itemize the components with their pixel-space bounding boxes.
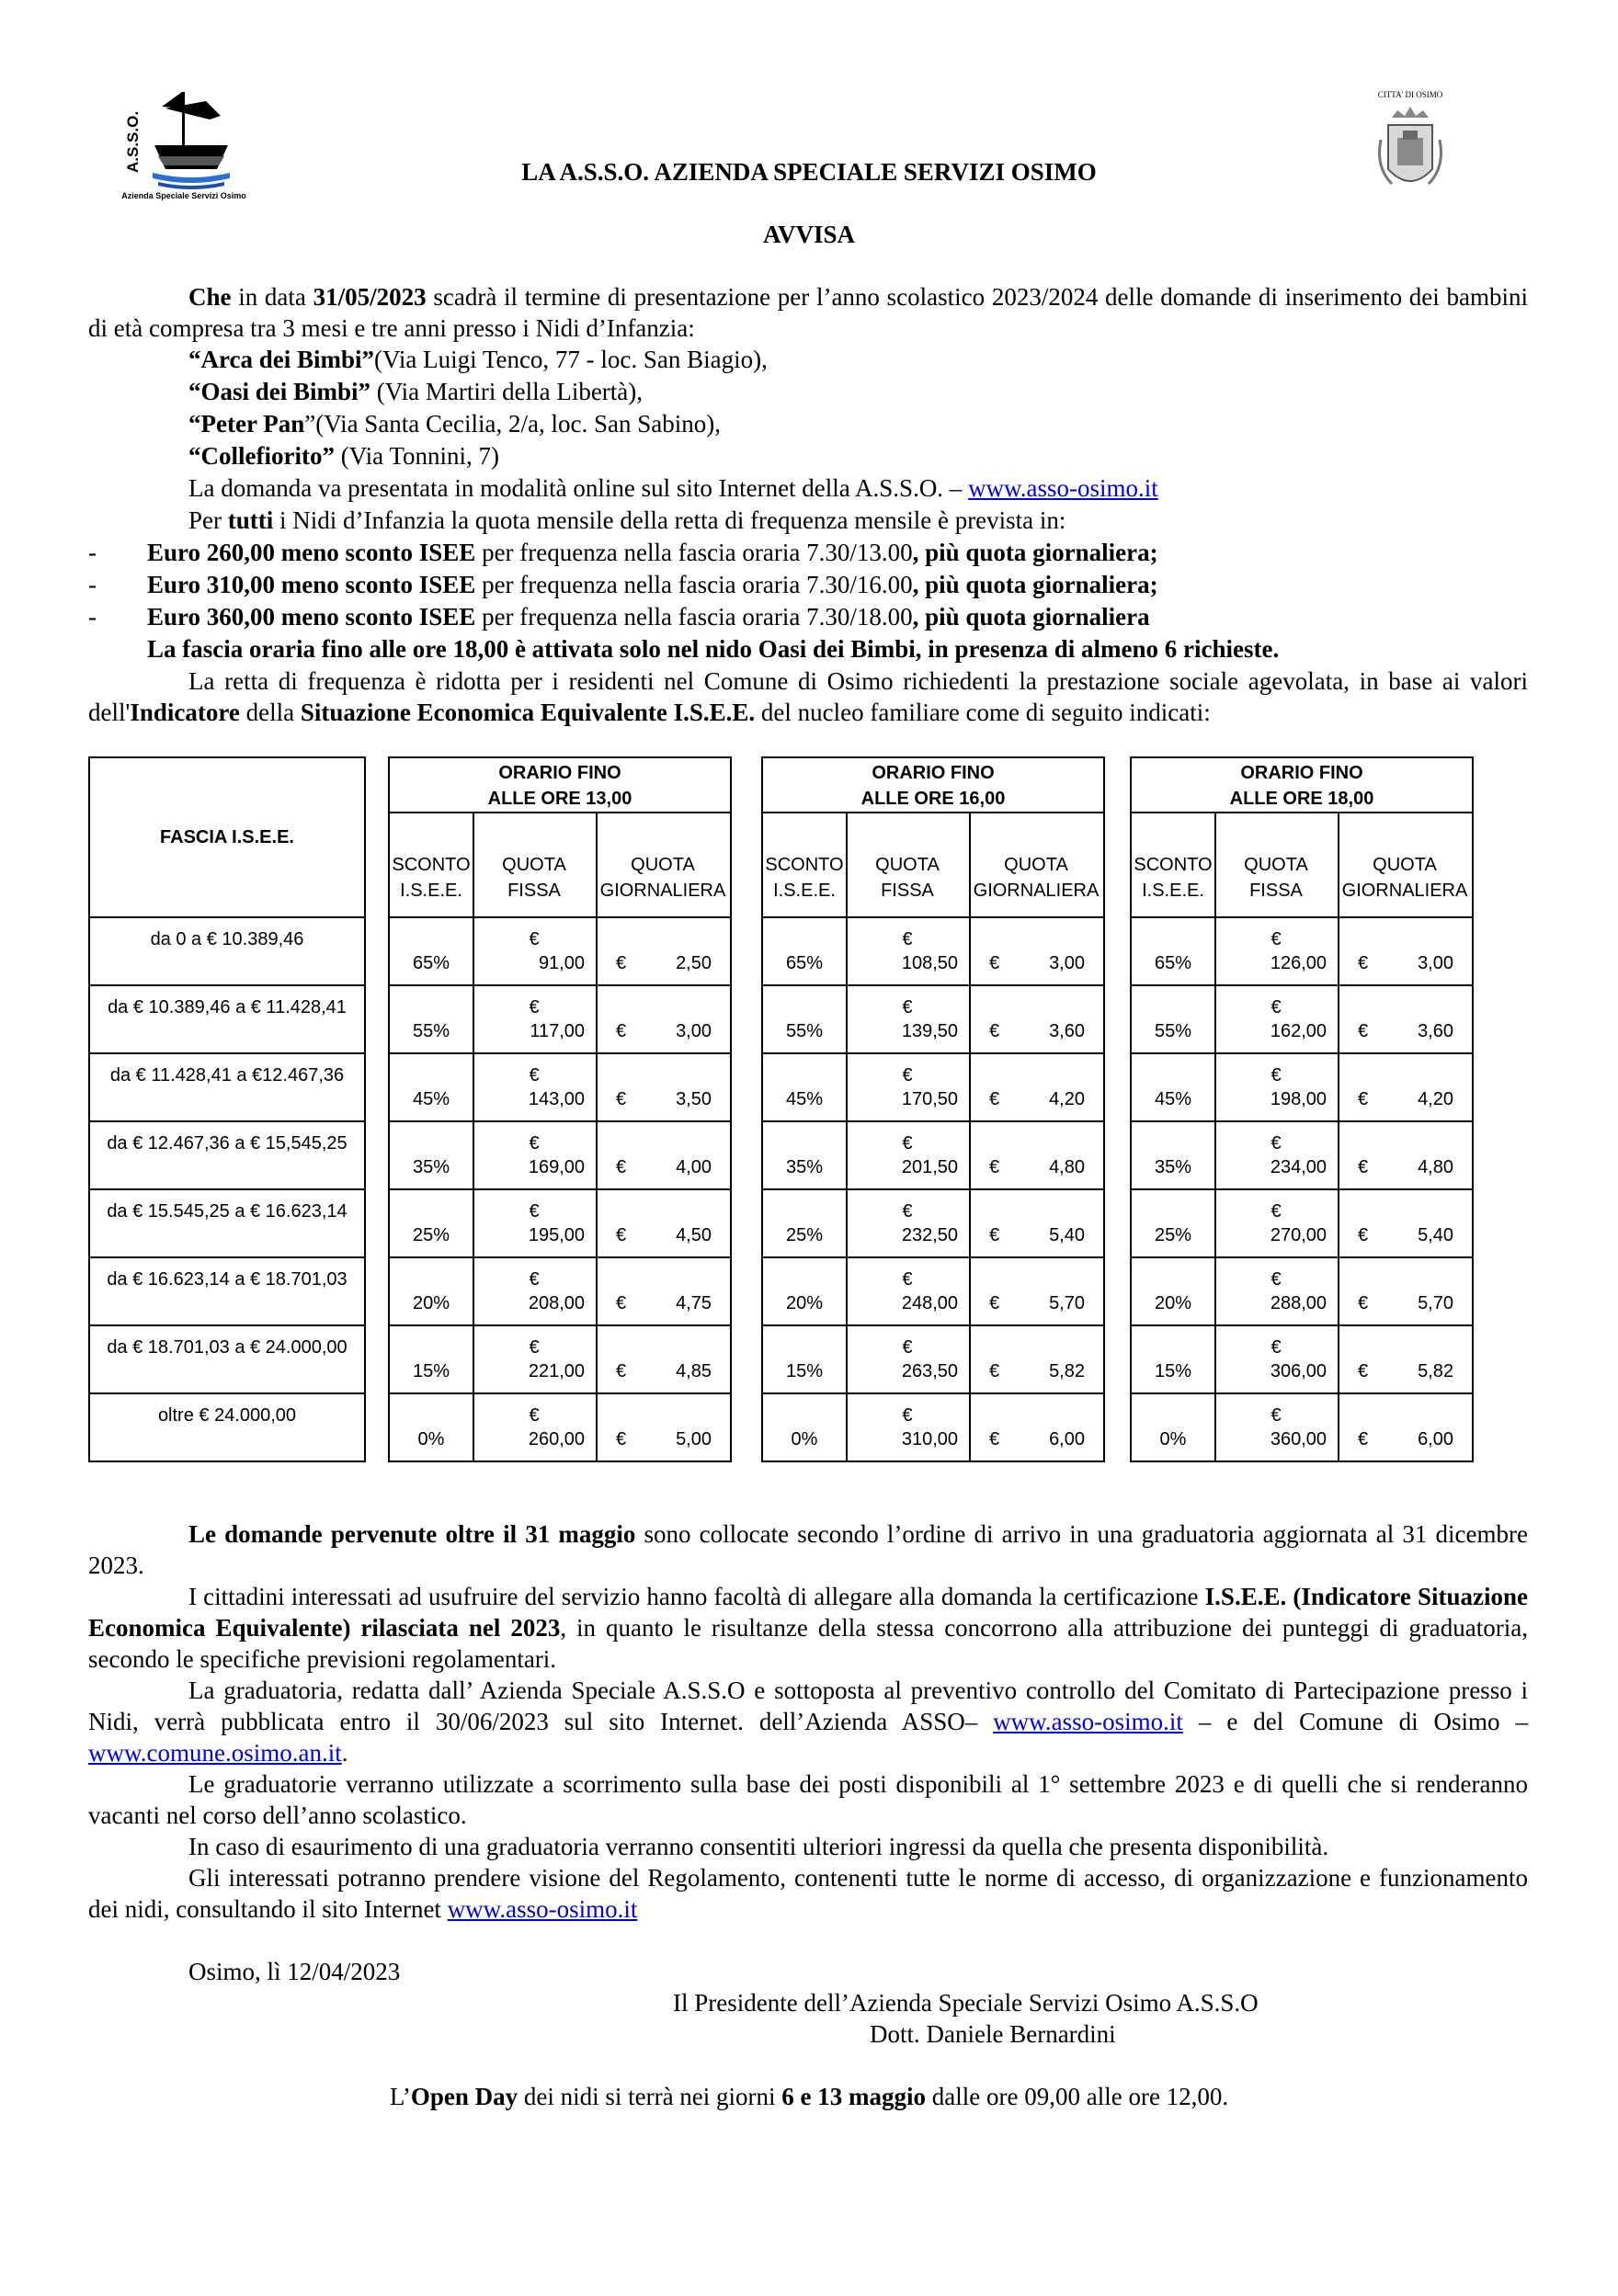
sconto-value: 25% (412, 1225, 450, 1245)
euro-sign: € (616, 953, 627, 973)
asso-website-link[interactable]: www.asso-osimo.it (447, 1895, 638, 1923)
sconto-value: 45% (1154, 1089, 1192, 1109)
euro-sign: € (989, 1429, 1000, 1449)
date-line: Osimo, lì 12/04/2023 (188, 1958, 401, 1985)
quota-fissa-value: 234,00 (1270, 1157, 1327, 1177)
asso-website-link[interactable]: www.asso-osimo.it (993, 1708, 1183, 1735)
euro-sign: € (1270, 1405, 1282, 1426)
euro-sign: € (616, 1021, 627, 1041)
quota-giornaliera-value: 5,00 (676, 1429, 712, 1449)
euro-sign: € (616, 1157, 627, 1177)
open-day-line: L’Open Day dei nidi si terrà nei giorni 6 e 13 maggio dalle ore 09,00 alle ore 12,00. (389, 2083, 1229, 2110)
row-divider (763, 916, 1103, 918)
column-header-line: QUOTA (1373, 855, 1437, 875)
quota-fissa-value: 248,00 (901, 1293, 958, 1313)
euro-sign: € (616, 1089, 627, 1109)
row-divider (1132, 1324, 1472, 1326)
nido-arca: “Arca dei Bimbi”(Via Luigi Tenco, 77 - loc. San Biagio), (188, 346, 768, 373)
euro-sign: € (902, 1405, 913, 1426)
sconto-value: 65% (785, 953, 824, 973)
fascia-label: da € 12.467,36 a € 15,545,25 (107, 1133, 348, 1154)
sconto-value: 20% (1154, 1293, 1192, 1313)
euro-sign: € (1358, 1429, 1369, 1449)
quota-giornaliera-value: 2,50 (676, 953, 712, 973)
orario-header (390, 760, 730, 812)
regolamento-paragraph: Gli interessati potranno prendere visione del Regolamento, contenenti tutte le norme di accesso, di organizzazione e funzionamento dei nidi, consultando il sito Internet www.asso-osimo.it (88, 1864, 1528, 1923)
online-application-line: La domanda va presentata in modalità online sul sito Internet della A.S.S.O. – www.asso-osimo.it (188, 474, 1158, 502)
quota-giornaliera-value: 4,20 (1418, 1089, 1453, 1109)
column-header-line: FISSA (507, 881, 561, 901)
sconto-value: 20% (412, 1293, 450, 1313)
crest-caption: CITTA' DI OSIMO (1377, 90, 1443, 99)
header-divider (390, 812, 730, 813)
euro-sign: € (1358, 1225, 1369, 1245)
quota-giornaliera-value: 6,00 (1049, 1429, 1085, 1449)
orario-header (1132, 760, 1472, 812)
orario-line: ALLE ORE 13,00 (487, 789, 632, 809)
euro-sign: € (529, 997, 540, 1017)
quota-fissa-value: 91,00 (538, 953, 585, 973)
fascia-label: da € 10.389,46 a € 11.428,41 (108, 997, 347, 1017)
euro-sign: € (1270, 929, 1282, 949)
column-header-line: SCONTO (1134, 855, 1213, 875)
row-divider (1132, 1188, 1472, 1190)
euro-sign: € (529, 1065, 540, 1085)
sconto-value: 35% (1154, 1157, 1192, 1177)
euro-sign: € (1270, 1269, 1282, 1290)
euro-sign: € (1270, 997, 1282, 1017)
column-header (846, 852, 969, 904)
nido-collefiorito: “Collefiorito” (Via Tonnini, 7) (188, 442, 499, 470)
quota-fissa-value: 126,00 (1270, 953, 1327, 973)
fascia-label: da € 18.701,03 a € 24.000,00 (107, 1337, 348, 1358)
euro-sign: € (1358, 1089, 1369, 1109)
sconto-value: 15% (412, 1361, 450, 1381)
quota-fissa-value: 288,00 (1270, 1293, 1327, 1313)
logo-letters: A.S.S.O. (124, 110, 142, 173)
osimo-crest (1364, 85, 1456, 213)
quota-giornaliera-value: 5,70 (1049, 1293, 1085, 1313)
fascia-label: da € 11.428,41 a €12.467,36 (109, 1065, 345, 1085)
sconto-value: 35% (412, 1157, 450, 1177)
euro-sign: € (989, 1021, 1000, 1041)
quota-giornaliera-value: 5,70 (1418, 1293, 1453, 1313)
quota-fissa-value: 198,00 (1270, 1089, 1327, 1109)
row-divider (390, 984, 730, 986)
isee-certification-paragraph: I cittadini interessati ad usufruire del servizio hanno facoltà di allegare alla domanda la certificazione I.S.E.E. (Indicatore Situazione Economica Equivalente) rilasciata nel 2023, in quanto le risultanze della stessa concorrono alla attribuzione dei punteggi di graduatoria, secondo le specifiche previsioni regolamentari. (88, 1583, 1529, 1673)
euro-sign: € (1270, 1065, 1282, 1085)
price-table (388, 756, 732, 1462)
nido-oasi: “Oasi dei Bimbi” (Via Martiri della Libertà), (188, 378, 644, 405)
quota-giornaliera-value: 3,00 (1418, 953, 1453, 973)
quota-fissa-value: 221,00 (528, 1361, 585, 1381)
quota-giornaliera-value: 3,60 (1049, 1021, 1085, 1041)
row-divider (90, 1324, 364, 1326)
sconto-value: 20% (785, 1293, 824, 1313)
fascia-note: La fascia oraria fino alle ore 18,00 è attivata solo nel nido Oasi dei Bimbi, in presenza di almeno 6 richieste. (147, 635, 1280, 663)
row-divider (763, 1256, 1103, 1258)
bullet-item: - Euro 260,00 meno sconto ISEE per frequenza nella fascia oraria 7.30/13.00, più quota giornaliera; (88, 539, 1158, 566)
price-table (761, 756, 1105, 1462)
row-divider (90, 1188, 364, 1190)
row-divider (390, 1256, 730, 1258)
row-divider (763, 1392, 1103, 1394)
fascia-label: da € 16.623,14 a € 18.701,03 (107, 1269, 348, 1290)
asso-logo (118, 81, 256, 210)
quota-fissa-value: 170,50 (901, 1089, 958, 1109)
graduatoria-paragraph: La graduatoria, redatta dall’ Azienda Speciale A.S.S.O e sottoposta al preventivo controllo del Comitato di Partecipazione presso i Nidi, verrà pubblicata entro il 30/06/2023 sul sito Internet. dell’Azienda ASSO– www.asso-osimo.it – e del Comune di Osimo – www.comune.osimo.an.it. (88, 1677, 1528, 1767)
quota-fissa-value: 263,50 (901, 1361, 958, 1381)
retta-paragraph: La retta di frequenza è ridotta per i residenti nel Comune di Osimo richiedenti la prestazione sociale agevolata, in base ai valori dell'Indicatore della Situazione Economica Equivalente I.S.E.E. del nucleo familiare come di seguito indicati: (88, 667, 1528, 726)
quota-giornaliera-value: 3,00 (1049, 953, 1085, 973)
sconto-value: 0% (1159, 1429, 1187, 1449)
row-divider (1132, 916, 1472, 918)
quota-giornaliera-value: 3,50 (676, 1089, 712, 1109)
quota-fissa-value: 201,50 (901, 1157, 958, 1177)
row-divider (1132, 1392, 1472, 1394)
euro-sign: € (529, 1133, 540, 1154)
column-header (473, 852, 596, 904)
sconto-value: 65% (412, 953, 450, 973)
quota-fissa-value: 143,00 (528, 1089, 585, 1109)
quota-giornaliera-value: 5,82 (1049, 1361, 1085, 1381)
orario-line: ORARIO FINO (1240, 763, 1363, 783)
column-header (969, 852, 1103, 904)
row-divider (90, 1052, 364, 1054)
row-divider (763, 1188, 1103, 1190)
row-divider (1132, 1120, 1472, 1122)
column-header-line: QUOTA (1004, 855, 1068, 875)
row-divider (390, 1392, 730, 1394)
sconto-value: 55% (785, 1021, 824, 1041)
euro-sign: € (902, 1065, 913, 1085)
quota-fissa-value: 270,00 (1270, 1225, 1327, 1245)
sconto-value: 35% (785, 1157, 824, 1177)
quota-fissa-value: 306,00 (1270, 1361, 1327, 1381)
quota-fissa-value: 108,50 (901, 953, 958, 973)
quota-giornaliera-value: 4,80 (1049, 1157, 1085, 1177)
row-divider (90, 1256, 364, 1258)
column-header-line: QUOTA (631, 855, 695, 875)
intro-paragraph: Che in data 31/05/2023 scadrà il termine di presentazione per l’anno scolastico 2023/2024 delle domande di inserimento dei bambini di età compresa tra 3 mesi e tre anni presso i Nidi d’Infanzia: (88, 283, 1528, 342)
quota-giornaliera-value: 5,40 (1049, 1225, 1085, 1245)
fascia-label: da 0 a € 10.389,46 (150, 929, 304, 949)
column-header-line: FISSA (881, 881, 934, 901)
euro-sign: € (989, 953, 1000, 973)
late-applications-paragraph: Le domande pervenute oltre il 31 maggio sono collocate secondo l’ordine di arrivo in una graduatoria aggiornata al 31 dicembre 2023. (88, 1520, 1528, 1579)
euro-sign: € (1270, 1133, 1282, 1154)
row-divider (1132, 1052, 1472, 1054)
sconto-value: 0% (417, 1429, 445, 1449)
euro-sign: € (616, 1293, 627, 1313)
column-header-line: GIORNALIERA (599, 881, 726, 901)
row-divider (763, 1052, 1103, 1054)
row-divider (90, 984, 364, 986)
row-divider (1132, 1256, 1472, 1258)
euro-sign: € (529, 929, 540, 949)
euro-sign: € (616, 1361, 627, 1381)
row-divider (1132, 984, 1472, 986)
logo-caption: Azienda Speciale Servizi Osimo (121, 191, 246, 200)
fascia-label: oltre € 24.000,00 (157, 1405, 297, 1426)
quota-giornaliera-value: 4,20 (1049, 1089, 1085, 1109)
bullet-item: - Euro 360,00 meno sconto ISEE per frequenza nella fascia oraria 7.30/18.00, più quota giornaliera (88, 603, 1150, 631)
signature-name: Dott. Daniele Bernardini (870, 2020, 1116, 2048)
quota-giornaliera-value: 4,50 (676, 1225, 712, 1245)
column-header-line: QUOTA (875, 855, 940, 875)
column-header (596, 852, 730, 904)
euro-sign: € (989, 1157, 1000, 1177)
sconto-value: 25% (1154, 1225, 1192, 1245)
row-divider (763, 1324, 1103, 1326)
orario-header (763, 760, 1103, 812)
quota-fissa-value: 139,50 (901, 1021, 958, 1041)
row-divider (390, 1188, 730, 1190)
quota-giornaliera-value: 4,00 (676, 1157, 712, 1177)
euro-sign: € (902, 1337, 913, 1358)
euro-sign: € (1358, 1157, 1369, 1177)
column-header-line: SCONTO (392, 855, 471, 875)
euro-sign: € (989, 1293, 1000, 1313)
euro-sign: € (902, 997, 913, 1017)
euro-sign: € (1358, 953, 1369, 973)
column-header-line: GIORNALIERA (973, 881, 1100, 901)
price-table (1130, 756, 1474, 1462)
column-header-line: FISSA (1249, 881, 1303, 901)
row-divider (390, 1120, 730, 1122)
quota-fissa-value: 260,00 (528, 1429, 585, 1449)
euro-sign: € (529, 1405, 540, 1426)
column-header-line: I.S.E.E. (1142, 881, 1204, 901)
quota-giornaliera-value: 4,80 (1418, 1157, 1453, 1177)
quota-fissa-value: 169,00 (528, 1157, 585, 1177)
orario-line: ORARIO FINO (872, 763, 995, 783)
quota-fissa-value: 162,00 (1270, 1021, 1327, 1041)
row-divider (763, 984, 1103, 986)
header-divider (1132, 812, 1472, 813)
comune-website-link[interactable]: www.comune.osimo.an.it (88, 1739, 342, 1767)
euro-sign: € (616, 1225, 627, 1245)
column-header (763, 852, 846, 904)
column-header (1214, 852, 1338, 904)
row-divider (90, 1392, 364, 1394)
euro-sign: € (616, 1429, 627, 1449)
column-header-line: QUOTA (1244, 855, 1308, 875)
quota-giornaliera-value: 4,85 (676, 1361, 712, 1381)
euro-sign: € (902, 929, 913, 949)
column-header (390, 852, 473, 904)
quota-fissa-value: 310,00 (901, 1429, 958, 1449)
row-divider (390, 1324, 730, 1326)
sconto-value: 55% (1154, 1021, 1192, 1041)
column-header-line: SCONTO (765, 855, 844, 875)
sconto-value: 0% (791, 1429, 818, 1449)
column-header-line: GIORNALIERA (1341, 881, 1468, 901)
euro-sign: € (902, 1269, 913, 1290)
avvisa-heading: AVVISA (762, 221, 856, 248)
sconto-value: 65% (1154, 953, 1192, 973)
quota-giornaliera-value: 6,00 (1418, 1429, 1453, 1449)
row-divider (390, 916, 730, 918)
quota-fissa-value: 117,00 (530, 1021, 585, 1041)
euro-sign: € (1358, 1293, 1369, 1313)
quota-giornaliera-value: 4,75 (676, 1293, 712, 1313)
euro-sign: € (989, 1089, 1000, 1109)
orario-line: ORARIO FINO (498, 763, 621, 783)
fascia-header: FASCIA I.S.E.E. (160, 827, 294, 847)
quota-fissa-value: 195,00 (528, 1225, 585, 1245)
orario-line: ALLE ORE 16,00 (860, 789, 1006, 809)
sconto-value: 45% (785, 1089, 824, 1109)
euro-sign: € (1270, 1201, 1282, 1222)
bullet-item: - Euro 310,00 meno sconto ISEE per frequenza nella fascia oraria 7.30/16.00, più quota giornaliera; (88, 571, 1158, 598)
quota-intro-line: Per tutti i Nidi d’Infanzia la quota mensile della retta di frequenza mensile è prevista in: (188, 506, 1066, 534)
row-divider (390, 1052, 730, 1054)
euro-sign: € (989, 1361, 1000, 1381)
euro-sign: € (1270, 1337, 1282, 1358)
scorrimento-paragraph: Le graduatorie verranno utilizzate a scorrimento sulla base dei posti disponibili al 1° settembre 2023 e di quelli che si renderanno vacanti nel corso dell’anno scolastico. (88, 1770, 1528, 1829)
sconto-value: 55% (412, 1021, 450, 1041)
euro-sign: € (1358, 1021, 1369, 1041)
euro-sign: € (1358, 1361, 1369, 1381)
column-header-line: QUOTA (502, 855, 566, 875)
quota-giornaliera-value: 5,82 (1418, 1361, 1453, 1381)
sconto-value: 25% (785, 1225, 824, 1245)
document-title: LA A.S.S.O. AZIENDA SPECIALE SERVIZI OSIMO (521, 158, 1097, 186)
quota-fissa-value: 360,00 (1270, 1429, 1327, 1449)
fascia-table (88, 756, 366, 1462)
column-header (1132, 852, 1214, 904)
quota-giornaliera-value: 3,60 (1418, 1021, 1453, 1041)
quota-fissa-value: 208,00 (528, 1293, 585, 1313)
quota-giornaliera-value: 3,00 (676, 1021, 712, 1041)
nido-peter-pan: “Peter Pan”(Via Santa Cecilia, 2/a, loc. San Sabino), (188, 410, 721, 438)
asso-website-link[interactable]: www.asso-osimo.it (968, 474, 1158, 502)
row-divider (90, 916, 364, 918)
header-divider (763, 812, 1103, 813)
fascia-label: da € 15.545,25 a € 16.623,14 (107, 1201, 348, 1222)
esaurimento-paragraph: In caso di esaurimento di una graduatoria verranno consentiti ulteriori ingressi da quella che presenta disponibilità. (188, 1833, 1329, 1860)
column-header-line: I.S.E.E. (773, 881, 836, 901)
column-header-line: I.S.E.E. (400, 881, 462, 901)
orario-line: ALLE ORE 18,00 (1229, 789, 1374, 809)
sconto-value: 15% (1154, 1361, 1192, 1381)
euro-sign: € (529, 1201, 540, 1222)
column-header (1338, 852, 1472, 904)
quota-giornaliera-value: 5,40 (1418, 1225, 1453, 1245)
euro-sign: € (902, 1133, 913, 1154)
euro-sign: € (902, 1201, 913, 1222)
row-divider (763, 1120, 1103, 1122)
row-divider (90, 1120, 364, 1122)
euro-sign: € (989, 1225, 1000, 1245)
quota-fissa-value: 232,50 (901, 1225, 958, 1245)
sconto-value: 15% (785, 1361, 824, 1381)
euro-sign: € (529, 1337, 540, 1358)
euro-sign: € (529, 1269, 540, 1290)
signature-title: Il Presidente dell’Azienda Speciale Servizi Osimo A.S.S.O (673, 1989, 1259, 2017)
sconto-value: 45% (412, 1089, 450, 1109)
